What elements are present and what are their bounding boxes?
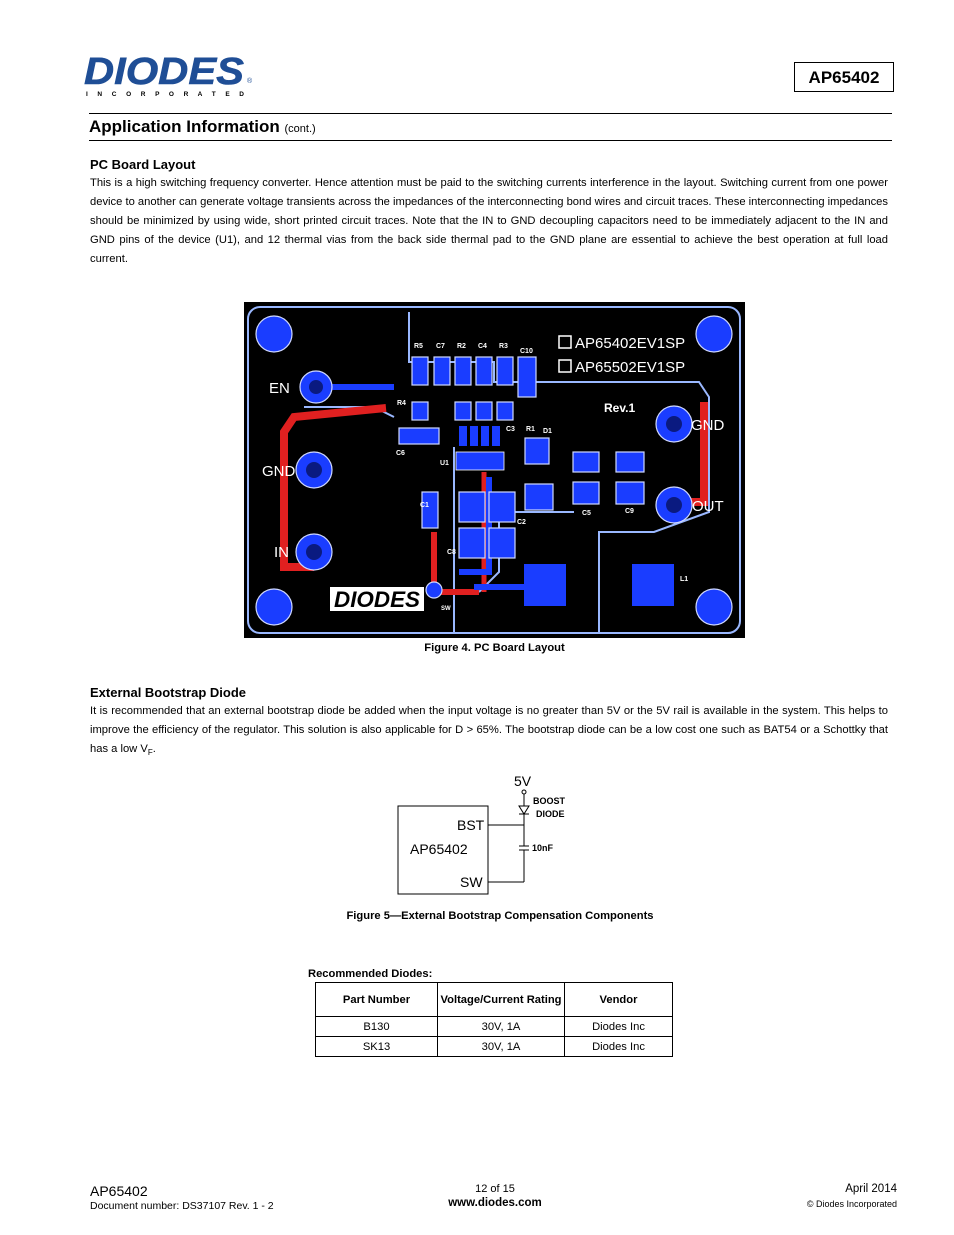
bootstrap-schematic: [396, 770, 586, 898]
l1-pad-right: [632, 564, 674, 606]
label-rev: Rev.1: [604, 401, 636, 415]
capacitor-label: 10nF: [532, 843, 554, 853]
table-cell: Diodes Inc: [565, 1037, 673, 1057]
label-board-logo: DIODES: [334, 587, 421, 612]
table-cell: 30V, 1A: [438, 1017, 565, 1037]
label-c7: C7: [436, 343, 445, 350]
l1-pad-left: [524, 564, 566, 606]
table-cell: Diodes Inc: [565, 1017, 673, 1037]
logo-wordmark: DIODES: [84, 51, 244, 93]
figure-5-caption: Figure 5—External Bootstrap Compensation Components: [346, 910, 654, 922]
table-row: [316, 1017, 673, 1037]
label-c4: C4: [478, 343, 487, 350]
pin-sw-label: SW: [460, 874, 483, 890]
label-en: EN: [269, 380, 290, 397]
section-rule: [89, 140, 892, 141]
label-r3: R3: [499, 343, 508, 350]
table-title: Recommended Diodes:: [308, 968, 433, 980]
footer-date: April 2014: [845, 1183, 897, 1195]
label-board-title-2: AP65502EV1SP: [575, 359, 686, 376]
logo-subtitle: I N C O R P O R A T E D: [86, 91, 244, 98]
label-r4: R4: [397, 400, 406, 407]
bootstrap-heading: External Bootstrap Diode: [90, 685, 247, 700]
table-cell: 30V, 1A: [438, 1037, 565, 1057]
table-header-cell: Vendor: [565, 983, 673, 1017]
label-c6: C6: [396, 450, 405, 457]
section-title: Application Information (cont.): [89, 117, 316, 136]
label-c9: C9: [625, 508, 634, 515]
label-c3: C3: [506, 426, 515, 433]
table-cell: B130: [316, 1017, 438, 1037]
diode-label-1: BOOST: [533, 796, 566, 806]
bootstrap-paragraph: It is recommended that an external bootstrap diode be added when the input voltage is no greater than 5V or the 5V rail is available in the system. This helps to improve the efficiency of the regulator. This solution is also applicable for D > 65%. The bootstrap diode can be a low cost one such as BAT54 or a Schottky that has a low $V_F$.: [90, 705, 888, 758]
label-c5: C5: [582, 510, 591, 517]
pc-board-layout-figure: [244, 302, 745, 638]
label-gnd-right: GND: [691, 417, 725, 434]
footer-part-number: AP65402: [90, 1183, 148, 1199]
table-header-cell: Part Number: [316, 983, 438, 1017]
label-r2: R2: [457, 343, 466, 350]
label-r1: R1: [526, 426, 535, 433]
pcb-layout-paragraph: This is a high switching frequency converter. Hence attention must be paid to the switching currents interference in the layout. Switching current from one power device to another can generate voltage transients across the impedances of the interconnecting bond wires and circuit traces. These interconnecting impedances should be minimized by using wide, short printed circuit traces. Note that the IN to GND decoupling capacitors need to be immediately adjacent to the IN and GND pins of the device (U1), and 12 thermal vias from the back side thermal pad to the GND plane are essential to achieve the best operation at full load current.: [90, 177, 888, 265]
label-c8: C8: [447, 549, 456, 556]
label-board-title-1: AP65402EV1SP: [575, 335, 686, 352]
header-rule: [89, 113, 892, 114]
supply-node: [522, 790, 526, 794]
footer-document-number: Document number: DS37107 Rev. 1 - 2: [90, 1200, 274, 1212]
label-out: OUT: [692, 498, 724, 515]
part-number-box: AP65402: [794, 62, 894, 92]
u1-footprint: [456, 452, 504, 470]
label-c10: C10: [520, 348, 533, 355]
label-c2: C2: [517, 519, 526, 526]
label-gnd-left: GND: [262, 463, 296, 480]
pcb-layout-heading: PC Board Layout: [90, 157, 196, 172]
label-r5: R5: [414, 343, 423, 350]
label-l1: L1: [680, 576, 689, 583]
footer-copyright: © Diodes Incorporated: [806, 1199, 897, 1209]
pin-bst-label: BST: [457, 817, 485, 833]
footer-page-number: 12 of 15: [475, 1183, 515, 1195]
logo-registered-mark: ®: [247, 78, 253, 85]
footer-website-link[interactable]: www.diodes.com: [448, 1197, 542, 1209]
supply-label: 5V: [514, 773, 532, 789]
diodes-logo: [84, 50, 254, 100]
table-header-cell: Voltage/Current Rating: [438, 983, 565, 1017]
label-sw: SW: [441, 606, 451, 612]
recommended-diodes-table: [315, 982, 673, 1057]
diode-icon: [519, 806, 529, 814]
label-d1: D1: [543, 428, 552, 435]
figure-4-caption: Figure 4. PC Board Layout: [424, 642, 565, 654]
label-u1: U1: [440, 460, 449, 467]
table-row: [316, 1037, 673, 1057]
label-c1: C1: [420, 502, 429, 509]
label-in: IN: [274, 544, 289, 561]
diode-label-2: DIODE: [536, 809, 565, 819]
table-cell: SK13: [316, 1037, 438, 1057]
table-header-row: [316, 983, 673, 1017]
chip-name-label: AP65402: [410, 841, 468, 857]
